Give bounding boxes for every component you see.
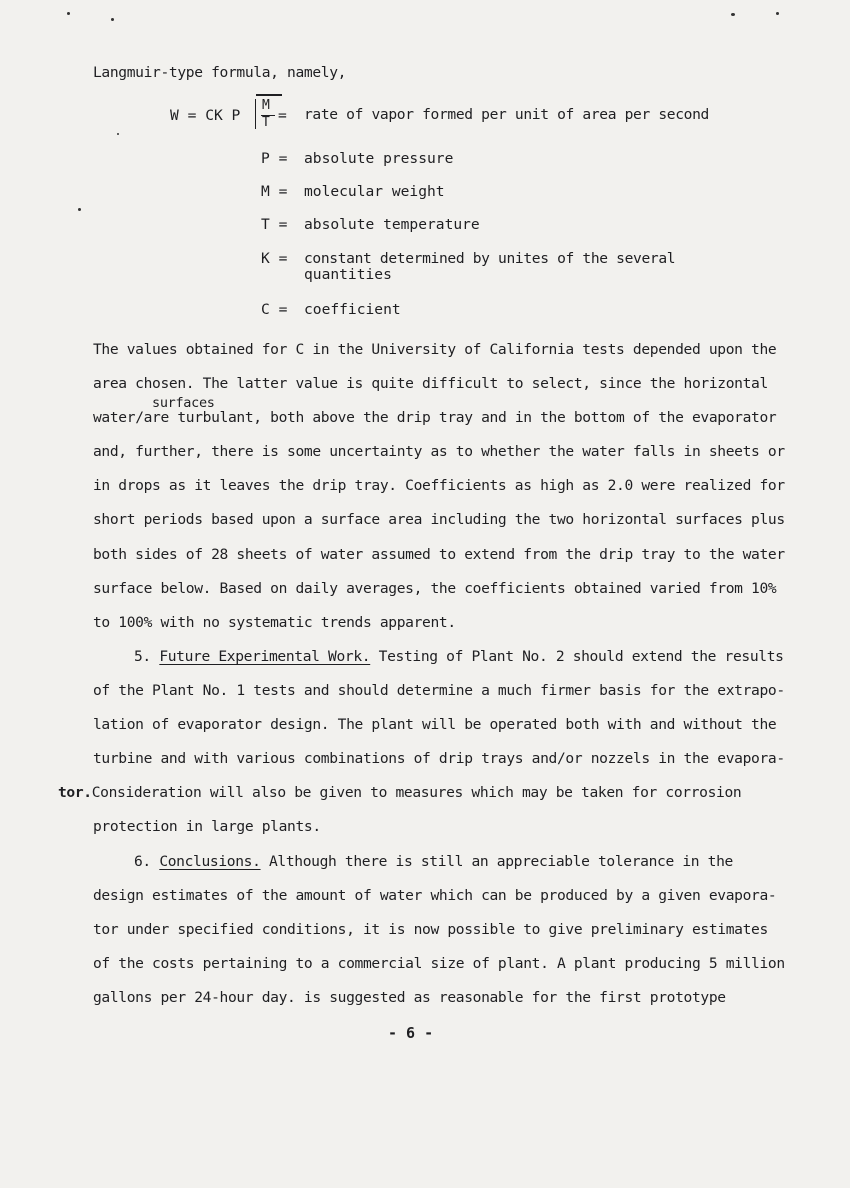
body-line: gallons per 24-hour day. is suggested as reasonable for the first prototype — [93, 989, 726, 1006]
body-line: design estimates of the amount of water which can be produced by a given evapora- — [93, 887, 777, 904]
formula-w: W — [170, 107, 179, 124]
speck — [78, 208, 81, 211]
intro-text: Langmuir-type formula, namely, — [93, 64, 347, 81]
body-fragment: Testing of Plant No. 2 should extend the results — [378, 648, 784, 665]
symbol: C — [261, 301, 270, 318]
body-line: of the Plant No. 1 tests and should determine a much firmer basis for the extrapo- — [93, 682, 785, 699]
speck — [776, 12, 779, 15]
body-line: of the costs pertaining to a commercial size of plant. A plant producing 5 million — [93, 955, 785, 972]
equals-sign: = — [278, 216, 288, 233]
body-line: turbine and with various combinations of drip trays and/or nozzels in the evapora- — [93, 750, 785, 767]
page-number: - 6 - — [388, 1024, 434, 1042]
speck — [111, 18, 114, 21]
section-number: 6. — [134, 853, 151, 870]
handwritten-insertion: surfaces — [152, 395, 215, 411]
section-heading: Future Experimental Work. — [159, 648, 371, 665]
body-line: area chosen. The latter value is quite difficult to select, since the horizontal — [93, 375, 768, 392]
body-line — [58, 784, 741, 801]
definition-text: constant determined by unites of the several — [304, 250, 676, 267]
equals-sign: = — [278, 183, 288, 200]
section-heading: Conclusions. — [159, 853, 261, 870]
body-line: in drops as it leaves the drip tray. Coefficients as high as 2.0 were realized for — [93, 477, 785, 494]
body-line: lation of evaporator design. The plant will be operated both with and without the — [93, 716, 777, 733]
formula-lhs — [170, 107, 240, 124]
section-heading-line — [134, 648, 784, 665]
definition-text-continued: quantities — [304, 266, 392, 283]
body-line: and, further, there is some uncertainty as to whether the water falls in sheets or — [93, 443, 785, 460]
section-number: 5. — [134, 648, 151, 665]
radical-bar — [256, 94, 282, 96]
insertion-mark: / — [135, 409, 144, 426]
body-line — [93, 409, 776, 426]
symbol: P — [261, 150, 270, 167]
equals-sign: = — [278, 150, 288, 167]
fraction-denominator: T — [262, 115, 270, 130]
definition-k — [261, 250, 287, 267]
w-definition: rate of vapor formed per unit of area per second — [304, 106, 709, 123]
formula-ckp: CK P — [205, 107, 241, 124]
definition-text: absolute temperature — [304, 216, 480, 233]
body-fragment: Although there is still an appreciable tolerance in the — [268, 853, 733, 870]
body-fragment: water — [93, 409, 136, 426]
symbol: M — [261, 183, 270, 200]
section-heading-line — [134, 853, 733, 870]
body-fragment: Consideration will also be given to measures which may be taken for corrosion — [91, 784, 742, 801]
body-fragment: are turbulant, both above the drip tray and in the bottom of the evaporator — [143, 409, 777, 426]
definition-text: coefficient — [304, 301, 401, 318]
equals-sign: = — [278, 301, 288, 318]
body-line: short periods based upon a surface area including the two horizontal surfaces plus — [93, 511, 785, 528]
speck — [117, 133, 119, 135]
body-fragment: tor. — [58, 784, 92, 801]
definition-m — [261, 183, 287, 200]
equals-sign: = — [187, 107, 197, 124]
definition-p — [261, 150, 287, 167]
symbol: K — [261, 250, 270, 267]
definition-text: molecular weight — [304, 183, 445, 200]
definition-c — [261, 301, 287, 318]
body-line: both sides of 28 sheets of water assumed to extend from the drip tray to the water — [93, 546, 785, 563]
body-line: surface below. Based on daily averages, the coefficients obtained varied from 10% — [93, 580, 777, 597]
speck — [67, 12, 70, 15]
definition-t — [261, 216, 287, 233]
body-line: The values obtained for C in the University of California tests depended upon the — [93, 341, 777, 358]
speck — [731, 13, 735, 16]
symbol: T — [261, 216, 270, 233]
definition-text: absolute pressure — [304, 150, 454, 167]
body-line: tor under specified conditions, it is now possible to give preliminary estimates — [93, 921, 768, 938]
body-line: protection in large plants. — [93, 818, 321, 835]
fraction-numerator: M — [262, 98, 270, 113]
equals-sign: = — [278, 107, 287, 124]
radical-stem — [255, 99, 256, 129]
body-line: to 100% with no systematic trends apparent. — [93, 614, 456, 631]
equals-sign: = — [278, 250, 288, 267]
